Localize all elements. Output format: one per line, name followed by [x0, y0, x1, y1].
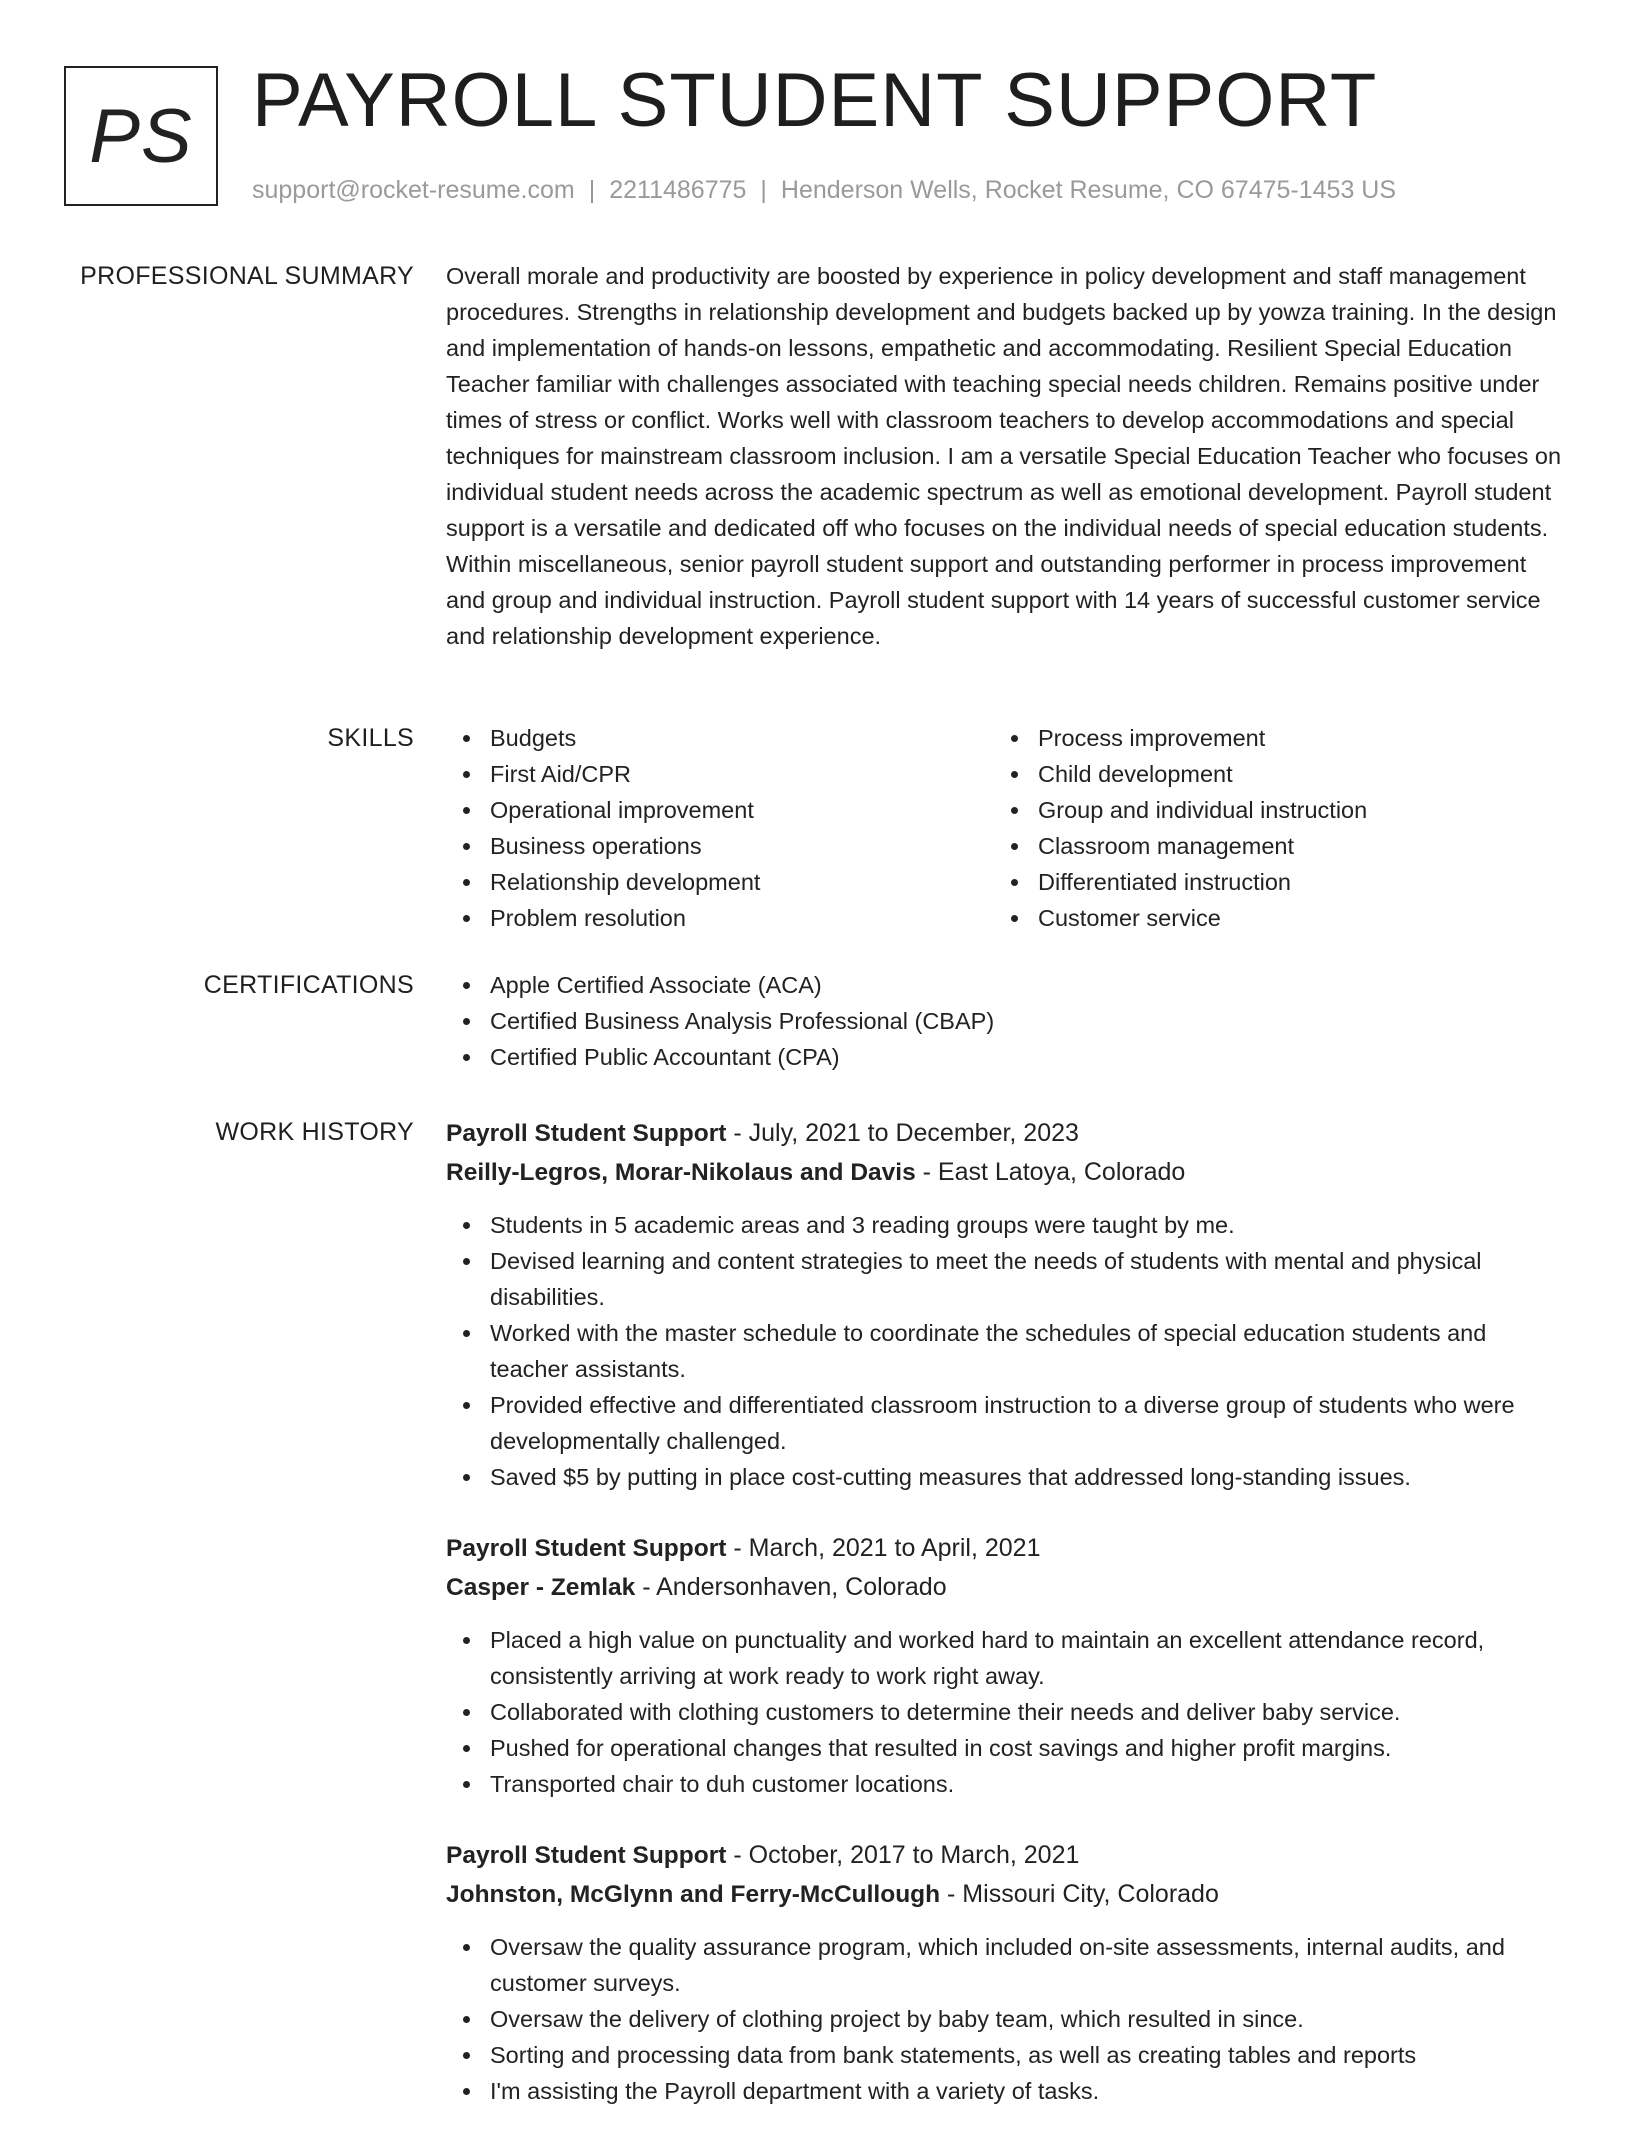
job-company: Reilly-Legros, Morar-Nikolaus and Davis [446, 1159, 916, 1186]
job-duties-list [446, 1622, 1566, 1802]
job-duty-item: Worked with the master schedule to coordinate the schedules of special education students and teacher assistants. [446, 1315, 1566, 1387]
job-duty-item: Sorting and processing data from bank statements, as well as creating tables and reports [446, 2037, 1566, 2073]
job-duty-item: Placed a high value on punctuality and worked hard to maintain an excellent attendance record, consistently arriving at work ready to work right away. [446, 1622, 1566, 1694]
skill-item: Budgets [446, 720, 994, 756]
job-duty-item: Transported chair to duh customer locations. [446, 1766, 1566, 1802]
certifications-body [446, 967, 1566, 1075]
job-duty-item: Oversaw the quality assurance program, which included on-site assessments, internal audits, and customer surveys. [446, 1929, 1566, 2001]
job-dates: - March, 2021 to April, 2021 [726, 1534, 1041, 1562]
summary-text: Overall morale and productivity are boosted by experience in policy development and staff management procedures. Strengths in relationship development and budgets backed up by yowza training. In the design and implementation of hands-on lessons, empathetic and accommodating. Resilient Special Education Teacher familiar with challenges associated with teaching special needs children. Remains positive under times of stress or conflict. Works well with classroom teachers to develop accommodations and special techniques for mainstream classroom inclusion. I am a versatile Special Education Teacher who focuses on individual student needs across the academic spectrum as well as emotional development. Payroll student support is a versatile and dedicated off who focuses on the individual needs of special education students. Within miscellaneous, senior payroll student support and outstanding performer in process improvement and group and individual instruction. Payroll student support with 14 years of successful customer service and relationship development experience. [446, 263, 1562, 649]
job-duty-item: Devised learning and content strategies to meet the needs of students with mental and physical disabilities. [446, 1243, 1566, 1315]
job-title-line [446, 1836, 1566, 1875]
job-location: - Andersonhaven, Colorado [635, 1573, 947, 1601]
skills-list-right [994, 720, 1542, 936]
certification-item: Apple Certified Associate (ACA) [446, 967, 1566, 1003]
job-company-line [446, 1568, 1566, 1607]
job-duties-list [446, 1929, 1566, 2109]
skills-body [446, 720, 1566, 936]
skill-item: Process improvement [994, 720, 1542, 756]
summary-body [446, 258, 1566, 654]
contact-separator: | [760, 176, 767, 204]
job-entry [446, 1529, 1566, 1802]
work-history-body [446, 1114, 1566, 2143]
monogram-initials: PS [89, 93, 193, 179]
section-label-work-history: WORK HISTORY [215, 1118, 414, 1146]
skill-item: Child development [994, 756, 1542, 792]
skill-item: Classroom management [994, 828, 1542, 864]
job-entry [446, 1836, 1566, 2109]
candidate-name: PAYROLL STUDENT SUPPORT [252, 58, 1378, 143]
job-location: - East Latoya, Colorado [915, 1158, 1186, 1186]
monogram-logo [64, 66, 218, 206]
job-duty-item: Students in 5 academic areas and 3 reading groups were taught by me. [446, 1207, 1566, 1243]
job-dates: - July, 2021 to December, 2023 [726, 1119, 1079, 1147]
job-title: Payroll Student Support [446, 1842, 727, 1869]
certification-item: Certified Public Accountant (CPA) [446, 1039, 1566, 1075]
certification-item: Certified Business Analysis Professional (CBAP) [446, 1003, 1566, 1039]
job-dates: - October, 2017 to March, 2021 [726, 1841, 1080, 1869]
skill-item: Group and individual instruction [994, 792, 1542, 828]
job-location: - Missouri City, Colorado [940, 1880, 1219, 1908]
job-duty-item: Pushed for operational changes that resulted in cost savings and higher profit margins. [446, 1730, 1566, 1766]
skill-item: Relationship development [446, 864, 994, 900]
job-duty-item: Collaborated with clothing customers to determine their needs and deliver baby service. [446, 1694, 1566, 1730]
job-title: Payroll Student Support [446, 1120, 727, 1147]
section-label-summary: PROFESSIONAL SUMMARY [80, 262, 414, 290]
job-company-line [446, 1875, 1566, 1914]
job-duty-item: I'm assisting the Payroll department with a variety of tasks. [446, 2073, 1566, 2109]
job-company: Johnston, McGlynn and Ferry-McCullough [446, 1881, 941, 1908]
certifications-list [446, 967, 1566, 1075]
skills-list-left [446, 720, 994, 936]
job-company-line [446, 1153, 1566, 1192]
skill-item: Business operations [446, 828, 994, 864]
contact-email: support@rocket-resume.com [252, 176, 575, 204]
contact-phone: 2211486775 [609, 176, 747, 204]
skill-item: First Aid/CPR [446, 756, 994, 792]
section-label-certifications: CERTIFICATIONS [203, 971, 414, 999]
contact-address: Henderson Wells, Rocket Resume, CO 67475-1453 US [780, 176, 1397, 204]
skill-item: Differentiated instruction [994, 864, 1542, 900]
job-duty-item: Provided effective and differentiated classroom instruction to a diverse group of students who were developmentally challenged. [446, 1387, 1566, 1459]
job-duty-item: Oversaw the delivery of clothing project by baby team, which resulted in since. [446, 2001, 1566, 2037]
section-label-skills: SKILLS [327, 724, 414, 752]
job-title-line [446, 1529, 1566, 1568]
skill-item: Customer service [994, 900, 1542, 936]
contact-separator: | [588, 176, 596, 204]
skill-item: Operational improvement [446, 792, 994, 828]
skill-item: Problem resolution [446, 900, 994, 936]
job-company: Casper - Zemlak [446, 1574, 636, 1601]
job-title-line [446, 1114, 1566, 1153]
job-title: Payroll Student Support [446, 1535, 727, 1562]
job-entry [446, 1114, 1566, 1495]
job-duty-item: Saved $5 by putting in place cost-cutting measures that addressed long-standing issues. [446, 1459, 1566, 1495]
job-duties-list [446, 1207, 1566, 1495]
contact-line [252, 172, 1396, 208]
